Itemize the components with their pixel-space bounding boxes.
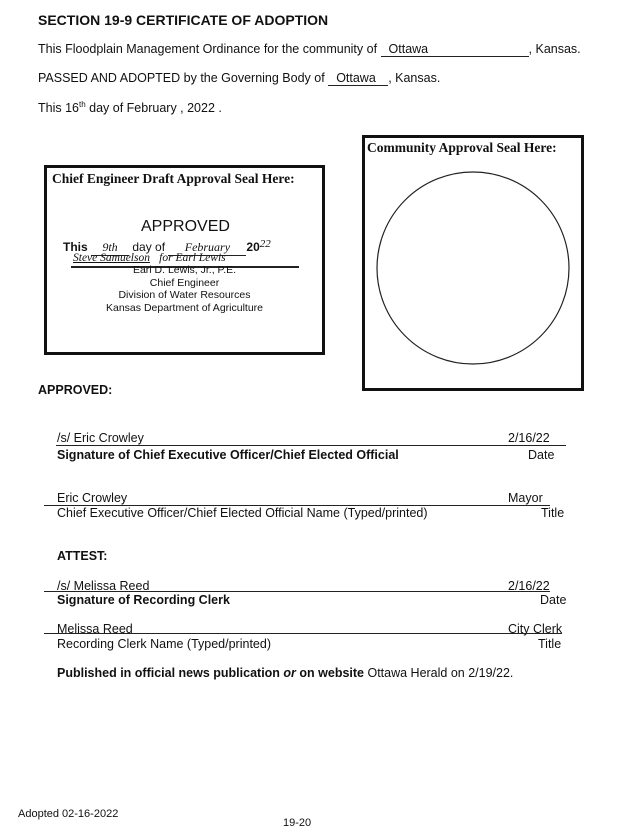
stamp-title2: Division of Water Resources (118, 289, 251, 301)
stamp-for-hand: for Earl Lewis (159, 252, 226, 264)
clerk-sig-date-label: Date (540, 593, 567, 607)
stamp-month-hand: February (168, 240, 246, 256)
clerk-name-label: Recording Clerk Name (Typed/printed) (57, 637, 271, 651)
stamp-signature-line (73, 252, 226, 264)
stamp-day-of: day of (132, 240, 166, 254)
publication-line (57, 666, 513, 680)
clerk-sig-value: /s/ Melissa Reed (57, 579, 150, 593)
section-title: SECTION 19-9 CERTIFICATE OF ADOPTION (38, 12, 329, 28)
stamp-year-hand: 22 (259, 238, 271, 250)
stamp-approved: APPROVED (141, 218, 230, 235)
stamp-this: This (63, 240, 88, 254)
passed-line (38, 71, 440, 86)
stamp-name: Earl D. Lewis, Jr., P.E. (132, 264, 237, 276)
approved-label: APPROVED: (38, 383, 113, 397)
clerk-title-value: City Clerk (508, 622, 563, 636)
ceo-sig-label: Signature of Chief Executive Officer/Chief Elected Official (57, 448, 399, 462)
engineer-seal-heading: Chief Engineer Draft Approval Seal Here: (52, 171, 295, 186)
date-sup: th (79, 100, 86, 109)
stamp-title3: Kansas Department of Agriculture (106, 301, 263, 314)
community-seal-box (362, 135, 584, 391)
ceo-name-label: Chief Executive Officer/Chief Elected Official Name (Typed/printed) (57, 506, 428, 520)
passed-community: Ottawa (328, 71, 388, 86)
clerk-sig-rule (44, 591, 550, 592)
ceo-sig-value: /s/ Eric Crowley (57, 431, 144, 445)
publication-part3: on website (295, 666, 364, 680)
ordinance-suffix: , Kansas. (528, 42, 581, 56)
ceo-name-value: Eric Crowley (57, 491, 128, 505)
stamp-title1: Chief Engineer (149, 276, 220, 289)
stamp-signature-hand: Steve Samuelson (73, 252, 150, 264)
stamp-year-prefix: 20 (246, 240, 260, 254)
footer-adopted: Adopted 02-16-2022 (18, 808, 119, 820)
footer-page-number: 19-20 (283, 817, 312, 829)
publication-part1: Published in official news publication (57, 666, 284, 680)
date-line (38, 100, 222, 115)
clerk-name-rule (44, 633, 562, 634)
date-this: This 16 (38, 101, 79, 116)
attest-label: ATTEST: (57, 549, 108, 563)
clerk-sig-label: Signature of Recording Clerk (57, 593, 230, 607)
passed-suffix: , Kansas. (388, 71, 441, 85)
seal-circle (375, 170, 571, 366)
engineer-seal-box (44, 165, 325, 355)
ceo-title-label: Title (541, 506, 565, 520)
clerk-sig-date: 2/16/22 (508, 579, 550, 593)
publication-rest: Ottawa Herald on 2/19/22. (364, 666, 514, 680)
clerk-name-value: Melissa Reed (57, 622, 133, 636)
passed-prefix: PASSED AND ADOPTED by the Governing Body of (38, 71, 329, 85)
community-seal-heading: Community Approval Seal Here: (367, 140, 557, 155)
ordinance-line (38, 42, 581, 57)
stamp-day-hand: 9th (91, 240, 129, 256)
clerk-title-label: Title (538, 637, 562, 651)
ceo-sig-date: 2/16/22 (508, 431, 550, 445)
ceo-sig-rule (56, 445, 566, 446)
ordinance-prefix: This Floodplain Management Ordinance for the community of (38, 42, 381, 56)
ordinance-community: Ottawa (381, 42, 529, 57)
ceo-sig-date-label: Date (528, 448, 555, 462)
publication-part2: or (283, 666, 296, 680)
stamp-text-block (47, 264, 322, 314)
date-rest: day of February , 2022 . (85, 101, 222, 116)
ceo-title-value: Mayor (508, 491, 543, 505)
